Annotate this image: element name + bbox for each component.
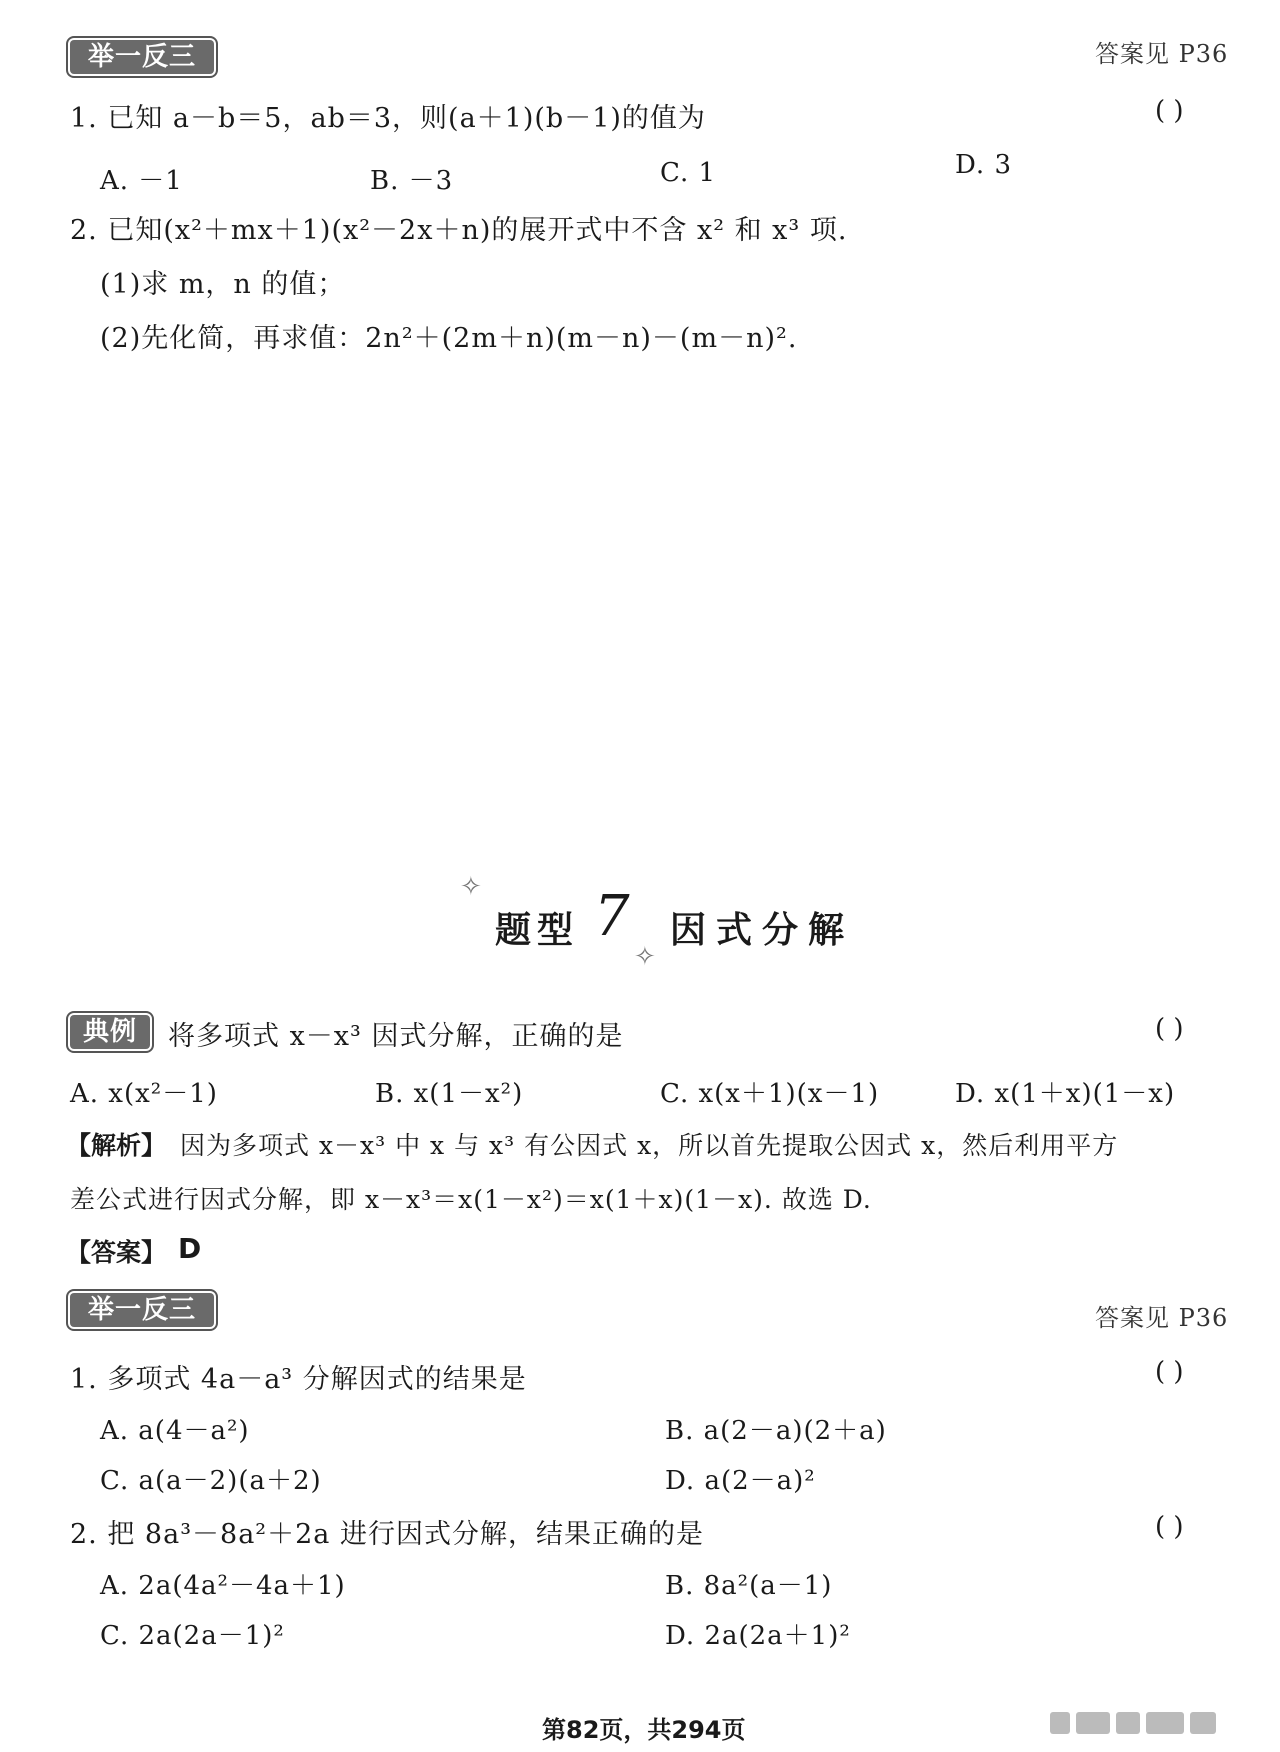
question-2: 2. 已知(x²＋mx＋1)(x²－2x＋n)的展开式中不含 x² 和 x³ 项. <box>70 215 848 246</box>
option-d: D. a(2－a)² <box>665 1466 816 1496</box>
option-a: A. a(4－a²) <box>100 1416 250 1446</box>
analysis-label: 【解析】 <box>66 1131 167 1160</box>
question-2-part-2: (2)先化简，再求值：2n²＋(2m＋n)(m－n)－(m－n)². <box>100 323 798 354</box>
topic-number: 7 <box>594 884 630 949</box>
sparkle-icon: ✧ <box>460 872 482 902</box>
option-c: C. 2a(2a－1)² <box>100 1621 285 1651</box>
option-a: A. －1 <box>100 166 183 196</box>
page-indicator: 第82页，共294页 <box>542 1716 746 1744</box>
answer-bracket: ( ) <box>1155 1014 1184 1044</box>
option-b: B. x(1－x²) <box>375 1079 524 1109</box>
option-b: B. －3 <box>370 166 454 196</box>
option-c: C. x(x＋1)(x－1) <box>660 1079 880 1109</box>
answer-bracket: ( ) <box>1155 96 1184 126</box>
analysis-line-2: 差公式进行因式分解，即 x－x³＝x(1－x²)＝x(1＋x)(1－x). 故选 D. <box>70 1185 872 1214</box>
example-question: 将多项式 x－x³ 因式分解，正确的是 <box>168 1021 624 1052</box>
option-b: B. 8a²(a－1) <box>665 1571 833 1601</box>
answer-bracket: ( ) <box>1155 1512 1184 1542</box>
answer-reference: 答案见 P36 <box>1095 40 1229 68</box>
option-d: D. 3 <box>955 150 1012 180</box>
sparkle-icon: ✧ <box>634 942 656 972</box>
option-a: A. 2a(4a²－4a＋1) <box>100 1571 346 1601</box>
watermark-logo <box>1050 1712 1216 1734</box>
practice-label: 举一反三 <box>70 1293 214 1327</box>
topic-title: 因式分解 <box>670 910 855 951</box>
topic-prefix: 题型 <box>495 910 580 951</box>
option-c: C. a(a－2)(a＋2) <box>100 1466 322 1496</box>
answer-value: D <box>178 1232 202 1265</box>
option-d: D. 2a(2a＋1)² <box>665 1621 851 1651</box>
practice-label: 举一反三 <box>70 40 214 74</box>
analysis-line-1: 因为多项式 x－x³ 中 x 与 x³ 有公因式 x，所以首先提取公因式 x，然后利用平方 <box>180 1131 1119 1160</box>
option-d: D. x(1＋x)(1－x) <box>955 1079 1176 1109</box>
question-1: 1. 已知 a－b＝5，ab＝3，则(a＋1)(b－1)的值为 <box>70 103 706 134</box>
example-label: 典例 <box>70 1015 150 1049</box>
option-c: C. 1 <box>660 158 717 188</box>
question-2: 2. 把 8a³－8a²＋2a 进行因式分解，结果正确的是 <box>70 1519 704 1550</box>
answer-reference: 答案见 P36 <box>1095 1304 1229 1332</box>
question-2-part-1: (1)求 m，n 的值； <box>100 269 346 300</box>
option-a: A. x(x²－1) <box>70 1079 218 1109</box>
answer-label: 【答案】 <box>66 1238 167 1267</box>
question-1: 1. 多项式 4a－a³ 分解因式的结果是 <box>70 1364 527 1395</box>
option-b: B. a(2－a)(2＋a) <box>665 1416 887 1446</box>
answer-bracket: ( ) <box>1155 1357 1184 1387</box>
